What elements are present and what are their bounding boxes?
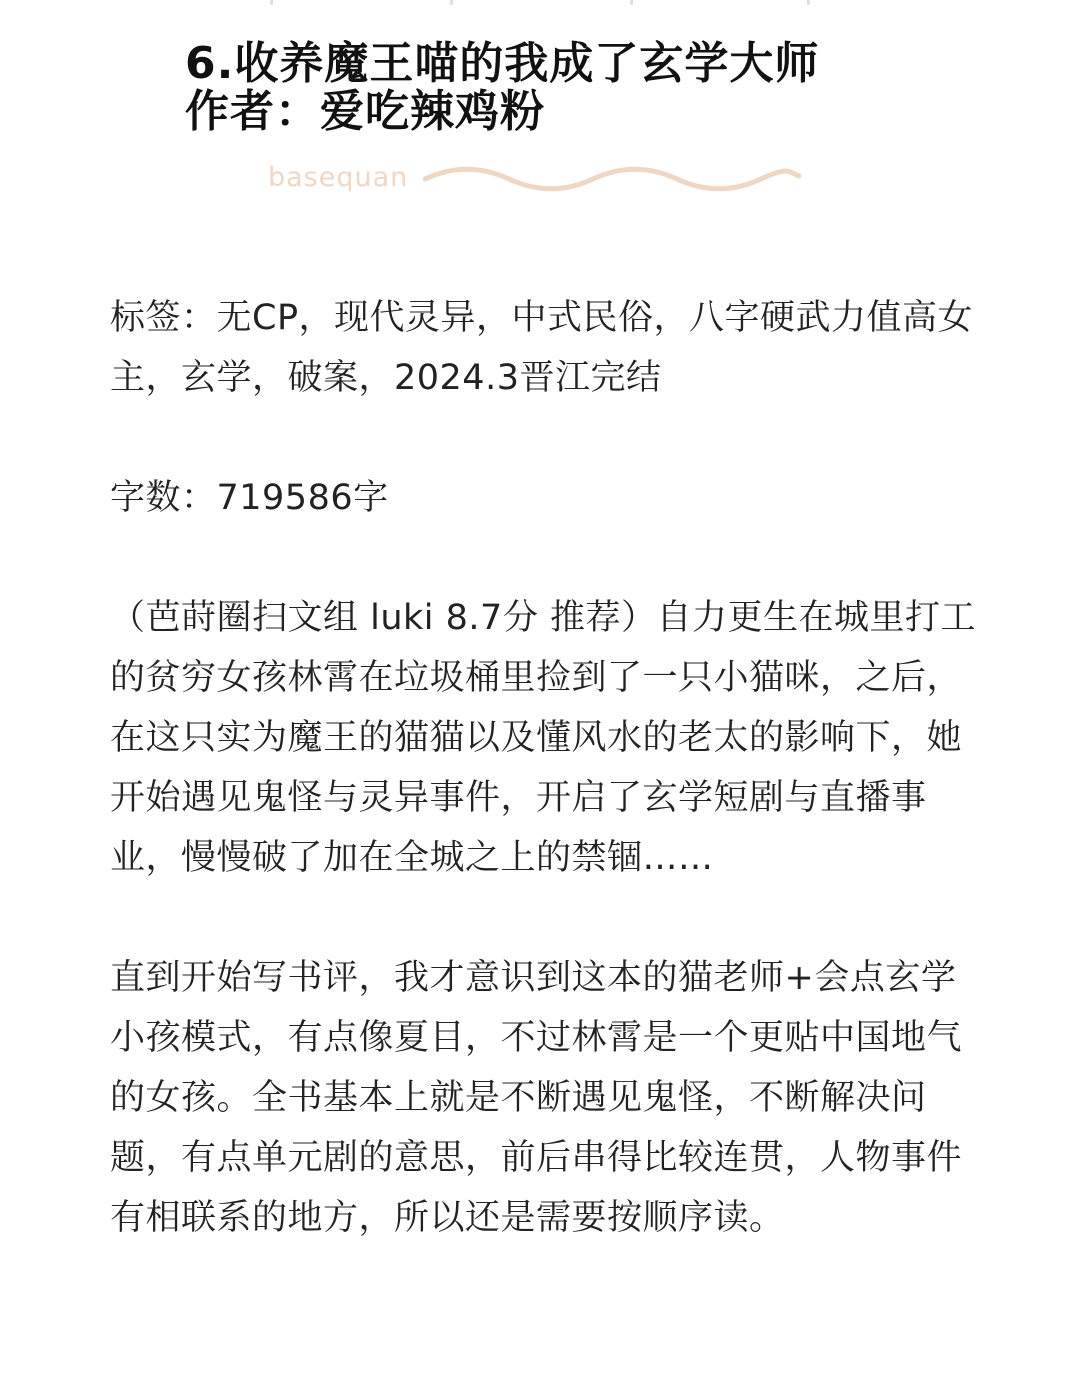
- top-divider-ticks: [270, 0, 810, 6]
- book-title: 6.收养魔王喵的我成了玄学大师: [185, 38, 820, 89]
- article-body: [110, 288, 980, 1248]
- watermark: [268, 160, 808, 200]
- tags-paragraph: 标签：无CP，现代灵异，中式民俗，八字硬武力值高女主，玄学，破案，2024.3晋江完结: [110, 298, 974, 398]
- wave-decoration-icon: [423, 164, 803, 194]
- review-paragraph: 直到开始写书评，我才意识到这本的猫老师+会点玄学小孩模式，有点像夏目，不过林霄是一个更贴中国地气的女孩。全书基本上就是不断遇见鬼怪，不断解决问题，有点单元剧的意思，前后串得比较连贯，人物事件有相联系的地方，所以还是需要按顺序读。: [110, 958, 963, 1238]
- book-author: 作者：爱吃辣鸡粉: [185, 86, 545, 137]
- title-block: [185, 40, 945, 136]
- watermark-text: basequan: [268, 162, 409, 193]
- synopsis-paragraph: （芭莳圈扫文组 luki 8.7分 推荐）自力更生在城里打工的贫穷女孩林霄在垃圾桶里捡到了一只小猫咪，之后，在这只实为魔王的猫猫以及懂风水的老太的影响下，她开始遇见鬼怪与灵异事件，开启了玄学短剧与直播事业，慢慢破了加在全城之上的禁锢……: [110, 598, 976, 878]
- word-count-paragraph: 字数：719586字: [110, 478, 389, 518]
